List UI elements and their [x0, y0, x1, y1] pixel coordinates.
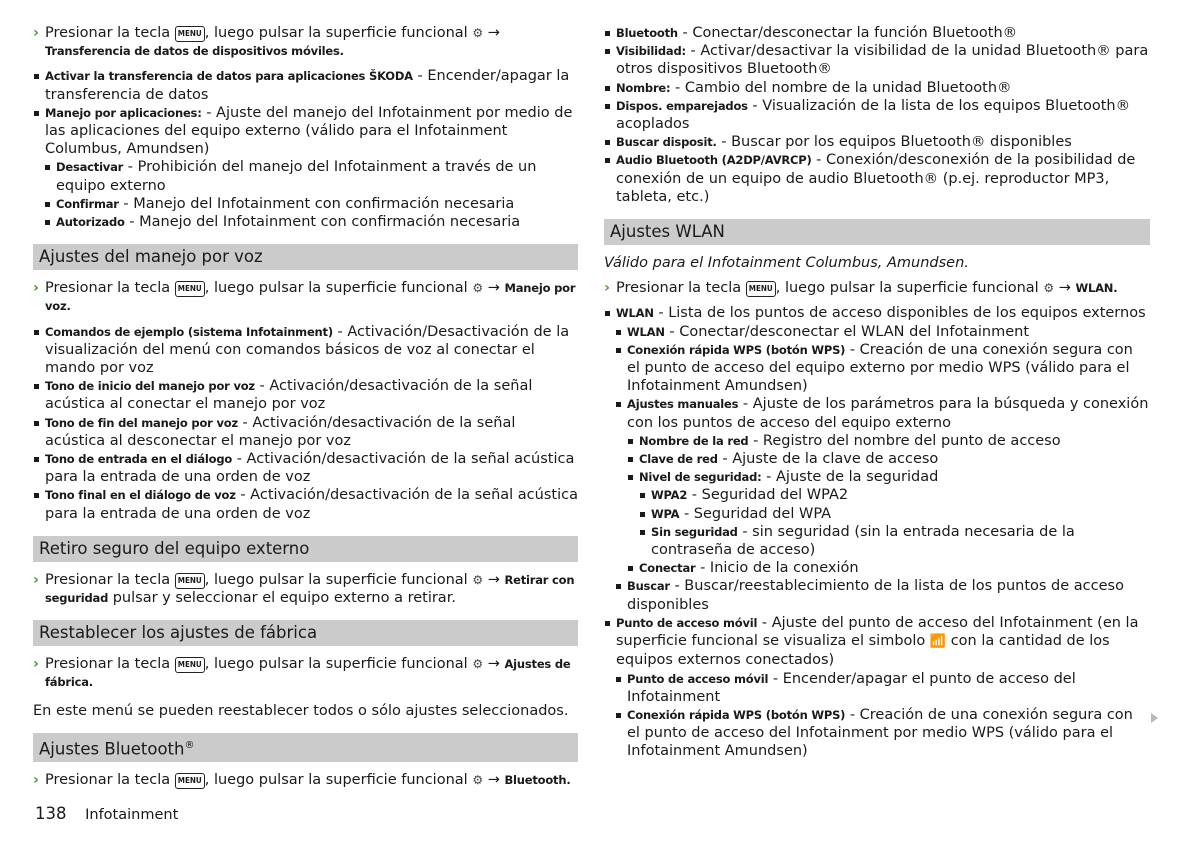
instruction-step: › Presionar la tecla MENU , luego pulsar la superficie funcional ⚙ → WLAN.	[604, 280, 1118, 297]
list-item: Audio Bluetooth (A2DP/AVRCP) - Conexión/desconexión de la posibilidad de conexión de un equipo de audio Bluetooth® (p.ej. reproductor MP3, tableta, etc.)	[604, 151, 1150, 206]
list-item: Confirmar - Manejo del Infotainment con confirmación necesaria	[44, 195, 578, 213]
list-item: Tono de inicio del manejo por voz - Activación/desactivación de la señal acústica al conectar el manejo por voz	[33, 377, 578, 413]
gear-icon: ⚙	[1043, 281, 1055, 296]
list-item: Manejo por aplicaciones: - Ajuste del manejo del Infotainment por medio de las aplicaciones del equipo externo (válido para el Infotainment Columbus, Amundsen)	[33, 104, 578, 159]
gear-icon: ⚙	[472, 26, 484, 40]
instruction-step: › Presionar la tecla MENU , luego pulsar la superficie funcional ⚙ → Manejo por voz.	[33, 280, 576, 314]
section-heading-remove: Retiro seguro del equipo externo	[33, 536, 578, 562]
instruction-step: › Presionar la tecla MENU , luego pulsar la superficie funcional ⚙ → Retirar con seguridad pulsar y seleccionar el equipo externo a retirar.	[33, 571, 575, 607]
step-arrow-icon: ›	[33, 571, 39, 588]
list-item: WPA2 - Seguridad del WPA2	[639, 486, 1150, 504]
step-arrow-icon: ›	[33, 25, 39, 41]
step-arrow-icon: ›	[33, 772, 39, 789]
list-item: Nivel de seguridad: - Ajuste de la seguridad	[627, 468, 1150, 486]
list-item: Desactivar - Prohibición del manejo del Infotainment a través de un equipo externo	[44, 158, 578, 194]
instruction-step: › Presionar la tecla MENU , luego pulsar la superficie funcional ⚙ → Ajustes de fábrica.	[33, 656, 571, 690]
section-subtitle: Válido para el Infotainment Columbus, Amundsen.	[604, 255, 969, 272]
instruction-step: › Presionar la tecla MENU , luego pulsar la superficie funcional ⚙ → Transferencia de datos de dispositivos móviles.	[33, 25, 500, 59]
list-item: Buscar - Buscar/reestablecimiento de la lista de los puntos de acceso disponibles	[615, 577, 1150, 613]
list-item: WLAN - Conectar/desconectar el WLAN del Infotainment	[615, 323, 1150, 341]
gear-icon: ⚙	[472, 773, 484, 788]
list-item: Sin seguridad - sin seguridad (sin la entrada necesaria de la contraseña de acceso)	[639, 523, 1150, 559]
menu-key-icon: MENU	[175, 281, 205, 297]
step-arrow-icon: ›	[604, 280, 610, 297]
list-item: Tono final en el diálogo de voz - Activación/desactivación de la señal acústica para la entrada de una orden de voz	[33, 486, 578, 522]
list-item: Bluetooth - Conectar/desconectar la función Bluetooth®	[604, 24, 1150, 42]
list-item: Conexión rápida WPS (botón WPS) - Creación de una conexión segura con el punto de acceso del Infotainment por medio WPS (válido para el Infotainment Amundsen)	[615, 706, 1150, 761]
gear-icon: ⚙	[472, 657, 484, 672]
right-column	[604, 24, 1150, 761]
step-arrow-icon: ›	[33, 280, 39, 297]
section-name: Infotainment	[85, 807, 179, 823]
menu-key-icon: MENU	[746, 281, 776, 297]
list-item: Ajustes manuales - Ajuste de los parámetros para la búsqueda y conexión con los puntos de acceso del equipo externo	[615, 395, 1150, 431]
section-heading-factory: Restablecer los ajustes de fábrica	[33, 620, 578, 646]
list-item: Buscar disposit. - Buscar por los equipos Bluetooth® disponibles	[604, 133, 1150, 151]
list-item: Nombre: - Cambio del nombre de la unidad Bluetooth®	[604, 79, 1150, 97]
list-item: Punto de acceso móvil - Ajuste del punto de acceso del Infotainment (en la superficie funcional se visualiza el simbolo 📶 con la cantidad de los equipos externos conectados)	[604, 614, 1150, 670]
list-item: Tono de fin del manejo por voz - Activación/desactivación de la señal acústica al desconectar el manejo por voz	[33, 414, 578, 450]
list-item: Dispos. emparejados - Visualización de la lista de los equipos Bluetooth® acoplados	[604, 97, 1150, 133]
page-number: 138	[35, 804, 67, 823]
list-item: Clave de red - Ajuste de la clave de acceso	[627, 450, 1150, 468]
list-item: Conexión rápida WPS (botón WPS) - Creación de una conexión segura con el punto de acceso del equipo externo por medio WPS (válido para el Infotainment Amundsen)	[615, 341, 1150, 396]
wifi-icon: 📶	[929, 634, 947, 650]
menu-key-icon: MENU	[175, 26, 205, 42]
list-item: Conectar - Inicio de la conexión	[627, 559, 1150, 577]
list-item: Tono de entrada en el diálogo - Activación/desactivación de la señal acústica para la entrada de una orden de voz	[33, 450, 578, 486]
section-heading-wlan: Ajustes WLAN	[604, 219, 1150, 245]
list-item: Visibilidad: - Activar/desactivar la visibilidad de la unidad Bluetooth® para otros dispositivos Bluetooth®	[604, 42, 1150, 78]
list-item: Activar la transferencia de datos para aplicaciones ŠKODA - Encender/apagar la transferencia de datos	[33, 67, 578, 103]
section-heading-voice: Ajustes del manejo por voz	[33, 244, 578, 270]
menu-key-icon: MENU	[175, 773, 205, 789]
list-item: Nombre de la red - Registro del nombre del punto de acceso	[627, 432, 1150, 450]
list-item: Autorizado - Manejo del Infotainment con confirmación necesaria	[44, 213, 578, 231]
section-heading-bluetooth: Ajustes Bluetooth®	[33, 733, 578, 763]
menu-key-icon: MENU	[175, 657, 205, 673]
list-item: Comandos de ejemplo (sistema Infotainment) - Activación/Desactivación de la visualización del menú con comandos básicos de voz al conectar el mando por voz	[33, 323, 578, 378]
step-arrow-icon: ›	[33, 656, 39, 673]
paragraph: En este menú se pueden reestablecer todos o sólo ajustes seleccionados.	[33, 702, 569, 719]
list-item: Punto de acceso móvil - Encender/apagar el punto de acceso del Infotainment	[615, 670, 1150, 706]
page-footer	[35, 804, 178, 823]
gear-icon: ⚙	[472, 281, 484, 296]
list-item: WLAN - Lista de los puntos de acceso disponibles de los equipos externos	[604, 304, 1150, 322]
continue-arrow-icon	[1151, 713, 1158, 723]
gear-icon: ⚙	[472, 572, 484, 587]
menu-key-icon: MENU	[175, 573, 205, 589]
left-column	[33, 24, 578, 790]
instruction-step: › Presionar la tecla MENU , luego pulsar la superficie funcional ⚙ → Bluetooth.	[33, 772, 571, 789]
list-item: WPA - Seguridad del WPA	[639, 505, 1150, 523]
